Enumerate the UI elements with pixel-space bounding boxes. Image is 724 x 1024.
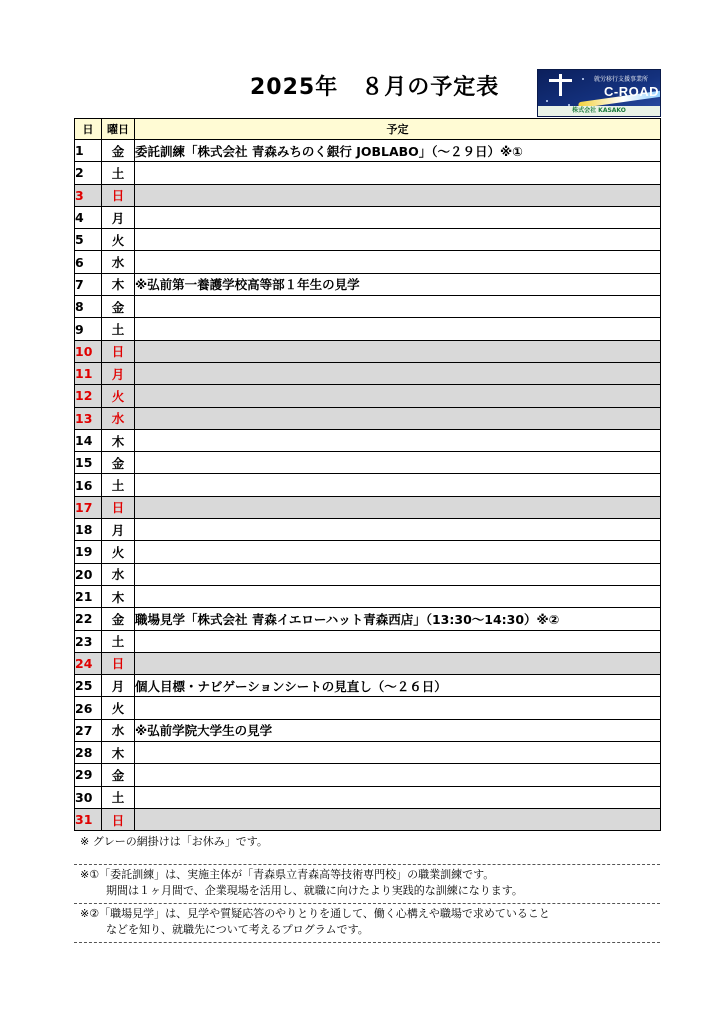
table-row: [75, 362, 661, 384]
row-day: 19: [75, 541, 102, 563]
row-weekday: 水: [102, 719, 135, 741]
row-day: 23: [75, 630, 102, 652]
table-row: [75, 541, 661, 563]
row-weekday: 土: [102, 474, 135, 496]
row-day: 8: [75, 296, 102, 318]
row-day: 26: [75, 697, 102, 719]
row-day: 24: [75, 652, 102, 674]
table-row: [75, 519, 661, 541]
row-day: 15: [75, 452, 102, 474]
row-weekday: 月: [102, 675, 135, 697]
row-plan: ※弘前第一養護学校高等部１年生の見学: [135, 273, 661, 295]
row-plan: [135, 541, 661, 563]
header-day: 日: [75, 119, 102, 140]
row-weekday: 金: [102, 140, 135, 162]
footnote-1-line1: ※①「委託訓練」は、実施主体が「青森県立青森高等技術専門校」の職業訓練です。: [80, 868, 495, 881]
table-row: [75, 296, 661, 318]
table-header-row: [75, 119, 661, 140]
row-day: 22: [75, 608, 102, 630]
logo-top-text: 就労移行支援事業所: [594, 76, 649, 83]
table-row: [75, 496, 661, 518]
row-day: 21: [75, 585, 102, 607]
table-row: [75, 162, 661, 184]
row-day: 31: [75, 808, 102, 830]
row-plan: 職場見学「株式会社 青森イエローハット青森西店」（13:30～14:30）※②: [135, 608, 661, 630]
cross-icon-bar: [549, 79, 572, 82]
row-weekday: 木: [102, 585, 135, 607]
table-row: [75, 407, 661, 429]
table-row: [75, 140, 661, 162]
row-weekday: 水: [102, 407, 135, 429]
row-weekday: 火: [102, 697, 135, 719]
row-plan: [135, 742, 661, 764]
table-row: [75, 585, 661, 607]
row-day: 20: [75, 563, 102, 585]
holiday-note: ※ グレーの網掛けは「お休み」です。: [80, 835, 268, 848]
row-weekday: 木: [102, 742, 135, 764]
row-plan: [135, 474, 661, 496]
star-icon: [546, 100, 548, 102]
row-day: 16: [75, 474, 102, 496]
row-day: 27: [75, 719, 102, 741]
row-weekday: 土: [102, 786, 135, 808]
row-plan: [135, 340, 661, 362]
row-day: 1: [75, 140, 102, 162]
row-weekday: 金: [102, 452, 135, 474]
row-weekday: 土: [102, 162, 135, 184]
row-plan: 個人目標・ナビゲーションシートの見直し（～２６日）: [135, 675, 661, 697]
row-plan: [135, 630, 661, 652]
table-row: [75, 808, 661, 830]
header-plan: 予定: [135, 119, 661, 140]
table-row: [75, 251, 661, 273]
row-plan: [135, 362, 661, 384]
row-plan: [135, 764, 661, 786]
row-plan: [135, 652, 661, 674]
row-weekday: 金: [102, 608, 135, 630]
row-weekday: 木: [102, 429, 135, 451]
table-row: [75, 719, 661, 741]
row-weekday: 土: [102, 630, 135, 652]
row-day: 5: [75, 229, 102, 251]
cross-icon: [559, 74, 562, 96]
table-row: [75, 385, 661, 407]
row-weekday: 火: [102, 541, 135, 563]
table-row: [75, 652, 661, 674]
row-weekday: 月: [102, 362, 135, 384]
row-plan: [135, 229, 661, 251]
row-plan: [135, 385, 661, 407]
row-weekday: 日: [102, 652, 135, 674]
row-weekday: 水: [102, 563, 135, 585]
table-row: [75, 206, 661, 228]
table-row: [75, 675, 661, 697]
header-weekday: 曜日: [102, 119, 135, 140]
row-day: 28: [75, 742, 102, 764]
row-day: 17: [75, 496, 102, 518]
table-row: [75, 630, 661, 652]
table-row: [75, 273, 661, 295]
table-row: [75, 474, 661, 496]
row-plan: [135, 585, 661, 607]
row-plan: [135, 808, 661, 830]
table-row: [75, 742, 661, 764]
row-weekday: 日: [102, 496, 135, 518]
row-weekday: 日: [102, 184, 135, 206]
table-row: [75, 184, 661, 206]
table-row: [75, 608, 661, 630]
row-day: 4: [75, 206, 102, 228]
row-plan: [135, 452, 661, 474]
row-plan: [135, 786, 661, 808]
row-weekday: 水: [102, 251, 135, 273]
logo-main-text: C-ROAD: [604, 84, 659, 99]
table-row: [75, 697, 661, 719]
row-weekday: 月: [102, 206, 135, 228]
row-day: 3: [75, 184, 102, 206]
row-day: 30: [75, 786, 102, 808]
row-plan: [135, 407, 661, 429]
row-plan: [135, 184, 661, 206]
row-plan: [135, 519, 661, 541]
row-day: 7: [75, 273, 102, 295]
footnote-2: [80, 906, 550, 938]
row-day: 12: [75, 385, 102, 407]
footnote-2-line1: ※②「職場見学」は、見学や質疑応答のやりとりを通して、働く心構えや職場で求めていること: [80, 907, 550, 920]
row-weekday: 日: [102, 340, 135, 362]
divider: [74, 903, 660, 904]
footnote-1-line2: 期間は１ヶ月間で、企業現場を活用し、就職に向けたより実践的な訓練になります。: [106, 884, 523, 897]
footnote-2-line2: などを知り、就職先について考えるプログラムです。: [106, 923, 369, 936]
company-logo: [537, 69, 661, 117]
row-day: 11: [75, 362, 102, 384]
row-day: 13: [75, 407, 102, 429]
table-row: [75, 764, 661, 786]
divider: [74, 942, 660, 943]
table-row: [75, 786, 661, 808]
page-title: 2025年 ８月の予定表: [250, 75, 500, 100]
row-plan: [135, 429, 661, 451]
row-weekday: 金: [102, 764, 135, 786]
row-day: 25: [75, 675, 102, 697]
row-plan: [135, 162, 661, 184]
table-row: [75, 452, 661, 474]
logo-bottom-text: 株式会社 KASAKO: [538, 106, 660, 116]
table-row: [75, 229, 661, 251]
row-day: 10: [75, 340, 102, 362]
star-icon: [582, 78, 584, 80]
row-weekday: 月: [102, 519, 135, 541]
row-plan: [135, 697, 661, 719]
row-plan: [135, 251, 661, 273]
row-weekday: 火: [102, 385, 135, 407]
table-row: [75, 429, 661, 451]
row-day: 18: [75, 519, 102, 541]
row-weekday: 火: [102, 229, 135, 251]
table-row: [75, 318, 661, 340]
row-day: 9: [75, 318, 102, 340]
row-day: 6: [75, 251, 102, 273]
table-row: [75, 340, 661, 362]
footnote-1: [80, 867, 523, 899]
row-day: 29: [75, 764, 102, 786]
row-plan: ※弘前学院大学生の見学: [135, 719, 661, 741]
row-weekday: 金: [102, 296, 135, 318]
row-plan: [135, 296, 661, 318]
row-plan: [135, 318, 661, 340]
row-weekday: 日: [102, 808, 135, 830]
row-plan: [135, 563, 661, 585]
row-day: 14: [75, 429, 102, 451]
row-plan: [135, 206, 661, 228]
row-plan: [135, 496, 661, 518]
row-weekday: 土: [102, 318, 135, 340]
row-weekday: 木: [102, 273, 135, 295]
row-day: 2: [75, 162, 102, 184]
divider: [74, 864, 660, 865]
table-row: [75, 563, 661, 585]
row-plan: 委託訓練「株式会社 青森みちのく銀行 JOBLABO」（～２９日）※①: [135, 140, 661, 162]
schedule-table: [74, 118, 661, 831]
